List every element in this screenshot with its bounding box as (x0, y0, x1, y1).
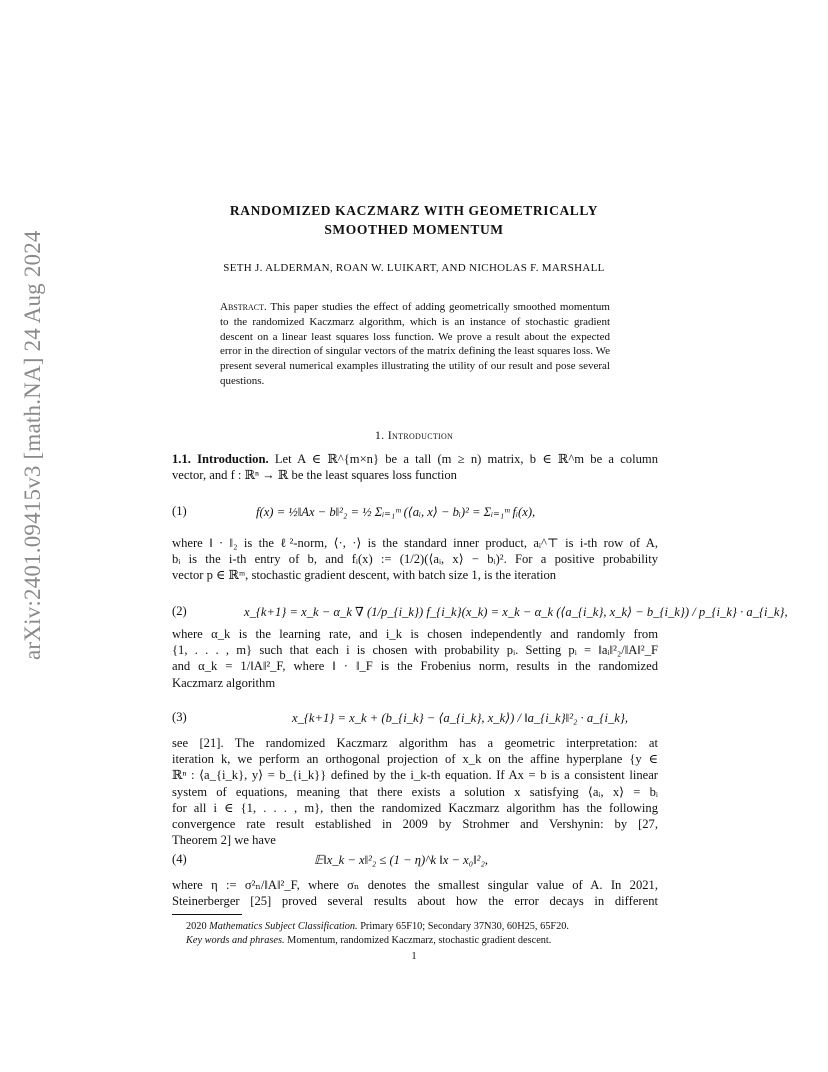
paragraph-line: where η := σ²ₙ/‖A‖²_F, where σₙ denotes the smallest singular value of A. In 2021, (172, 878, 658, 892)
paragraph-line: and α_k = 1/‖A‖²_F, where ‖ · ‖_F is the Frobenius norm, results in the randomized (172, 659, 658, 674)
equation-4-number: (4) (172, 852, 187, 866)
paragraph-line: bᵢ is the i-th entry of b, and fᵢ(x) := (1/2)(⟨aᵢ, x⟩ − bᵢ)². For a positive probability (172, 552, 658, 567)
paragraph-2 (172, 535, 658, 584)
paragraph-line: where ‖ · ‖₂ is the ℓ²-norm, ⟨·, ·⟩ is the standard inner product, aᵢ^⊤ is i-th row of A, (172, 536, 658, 550)
equation-2-number: (2) (172, 604, 187, 618)
equation-3 (172, 700, 658, 740)
title-line-2: SMOOTHED MOMENTUM (324, 222, 504, 237)
section-title: Introduction (387, 428, 454, 442)
footnote-msc-year: 2020 (186, 921, 207, 932)
equation-4 (172, 842, 658, 882)
equation-3-number: (3) (172, 710, 187, 724)
paragraph-line: convergence rate result established in 2009 by Strohmer and Vershynin: by [27, (172, 816, 658, 831)
footnote-keywords-text: Momentum, randomized Kaczmarz, stochastic gradient descent. (287, 935, 552, 946)
paragraph-line: {1, . . . , m} such that each i is chosen with probability pᵢ. Setting pᵢ = ‖aᵢ‖²₂/‖A‖²_F (172, 643, 658, 658)
equation-2-body: x_{k+1} = x_k − α_k ∇ (1/p_{i_k}) f_{i_k}(x_k) = x_k − α_k (⟨a_{i_k}, x_k⟩ − b_{i_k}) / p_{i_k} · a_{i_k}, (244, 605, 788, 619)
subsection-label: 1.1. Introduction. (172, 452, 269, 466)
abstract-text: This paper studies the effect of adding geometrically smoothed momentum to the randomized Kaczmarz algorithm, which is an instance of stochastic gradient descent on a linear least squares loss function. We prove a result about the expected error in the direction of singular vectors of the matrix defining the least squares loss. We present several numerical examples illustrating the utility of our result and pose several questions. (220, 301, 610, 387)
paragraph-1-line-1: Let A ∈ ℝ^{m×n} be a tall (m ≥ n) matrix, b ∈ ℝ^m be a column (274, 452, 658, 466)
paragraph-line: vector p ∈ ℝᵐ, stochastic gradient descent, with batch size 1, is the iteration (172, 568, 557, 583)
equation-1-body: f(x) = ½‖Ax − b‖²₂ = ½ Σᵢ₌₁ᵐ (⟨aᵢ, x⟩ − bᵢ)² = Σᵢ₌₁ᵐ fᵢ(x), (256, 505, 536, 519)
paragraph-line: for all i ∈ {1, . . . , m}, then the randomized Kaczmarz algorithm has the following (172, 800, 658, 815)
footnote-rule (172, 914, 242, 915)
footnote-msc-label: Mathematics Subject Classification. (209, 921, 358, 932)
paragraph-1 (172, 451, 658, 483)
paragraph-line: Steinerberger [25] proved several results about how the error decays in different (172, 894, 658, 909)
footnote-msc (186, 920, 658, 934)
equation-4-body: 𝔼‖x_k − x‖²₂ ≤ (1 − η)^k ‖x − x₀‖²₂, (314, 853, 488, 867)
paragraph-line (172, 451, 658, 467)
section-number: 1. (374, 428, 385, 442)
paragraph-line: iteration k, we perform an orthogonal projection of x_k on the affine hyperplane {y ∈ (172, 752, 658, 767)
paragraph-5 (172, 877, 658, 909)
arxiv-stamp: arXiv:2401.09415v3 [math.NA] 24 Aug 2024 (20, 230, 45, 660)
footnote-keywords-label: Key words and phrases. (186, 935, 285, 946)
equation-1-number: (1) (172, 504, 187, 518)
title-line-1: RANDOMIZED KACZMARZ WITH GEOMETRICALLY (229, 203, 599, 218)
paragraph-line: ℝⁿ : ⟨a_{i_k}, y⟩ = b_{i_k}} defined by the i_k-th equation. If Ax = b is a consistent linear (172, 768, 658, 783)
footnote-msc-text: Primary 65F10; Secondary 37N30, 60H25, 65F20. (360, 921, 569, 932)
paragraph-line: system of equations, meaning that there exists a solution x satisfying ⟨aᵢ, x⟩ = bᵢ (172, 784, 658, 799)
footnote-keywords (186, 934, 658, 948)
paragraph-line: see [21]. The randomized Kaczmarz algorithm has a geometric interpretation: at (172, 736, 658, 750)
equation-3-body: x_{k+1} = x_k + (b_{i_k} − ⟨a_{i_k}, x_k⟩) / ‖a_{i_k}‖²₂ · a_{i_k}, (292, 711, 629, 725)
authors: SETH J. ALDERMAN, ROAN W. LUIKART, AND NICHOLAS F. MARSHALL (223, 262, 605, 274)
paragraph-1-line-2: vector, and f : ℝⁿ → ℝ be the least squares loss function (172, 468, 457, 483)
paragraph-3 (172, 626, 658, 691)
paragraph-line: Theorem 2] we have (172, 833, 276, 848)
paper-title (170, 201, 658, 239)
arxiv-stamp-column (20, 0, 60, 1072)
page-number: 1 (411, 951, 417, 962)
equation-1 (172, 494, 658, 534)
paragraph-line: where α_k is the learning rate, and i_k is chosen independently and randomly from (172, 627, 658, 641)
abstract-label: Abstract. (220, 301, 267, 313)
abstract (220, 300, 610, 389)
paragraph-4 (172, 735, 658, 848)
paragraph-line: Kaczmarz algorithm (172, 675, 276, 690)
section-heading (170, 428, 658, 443)
